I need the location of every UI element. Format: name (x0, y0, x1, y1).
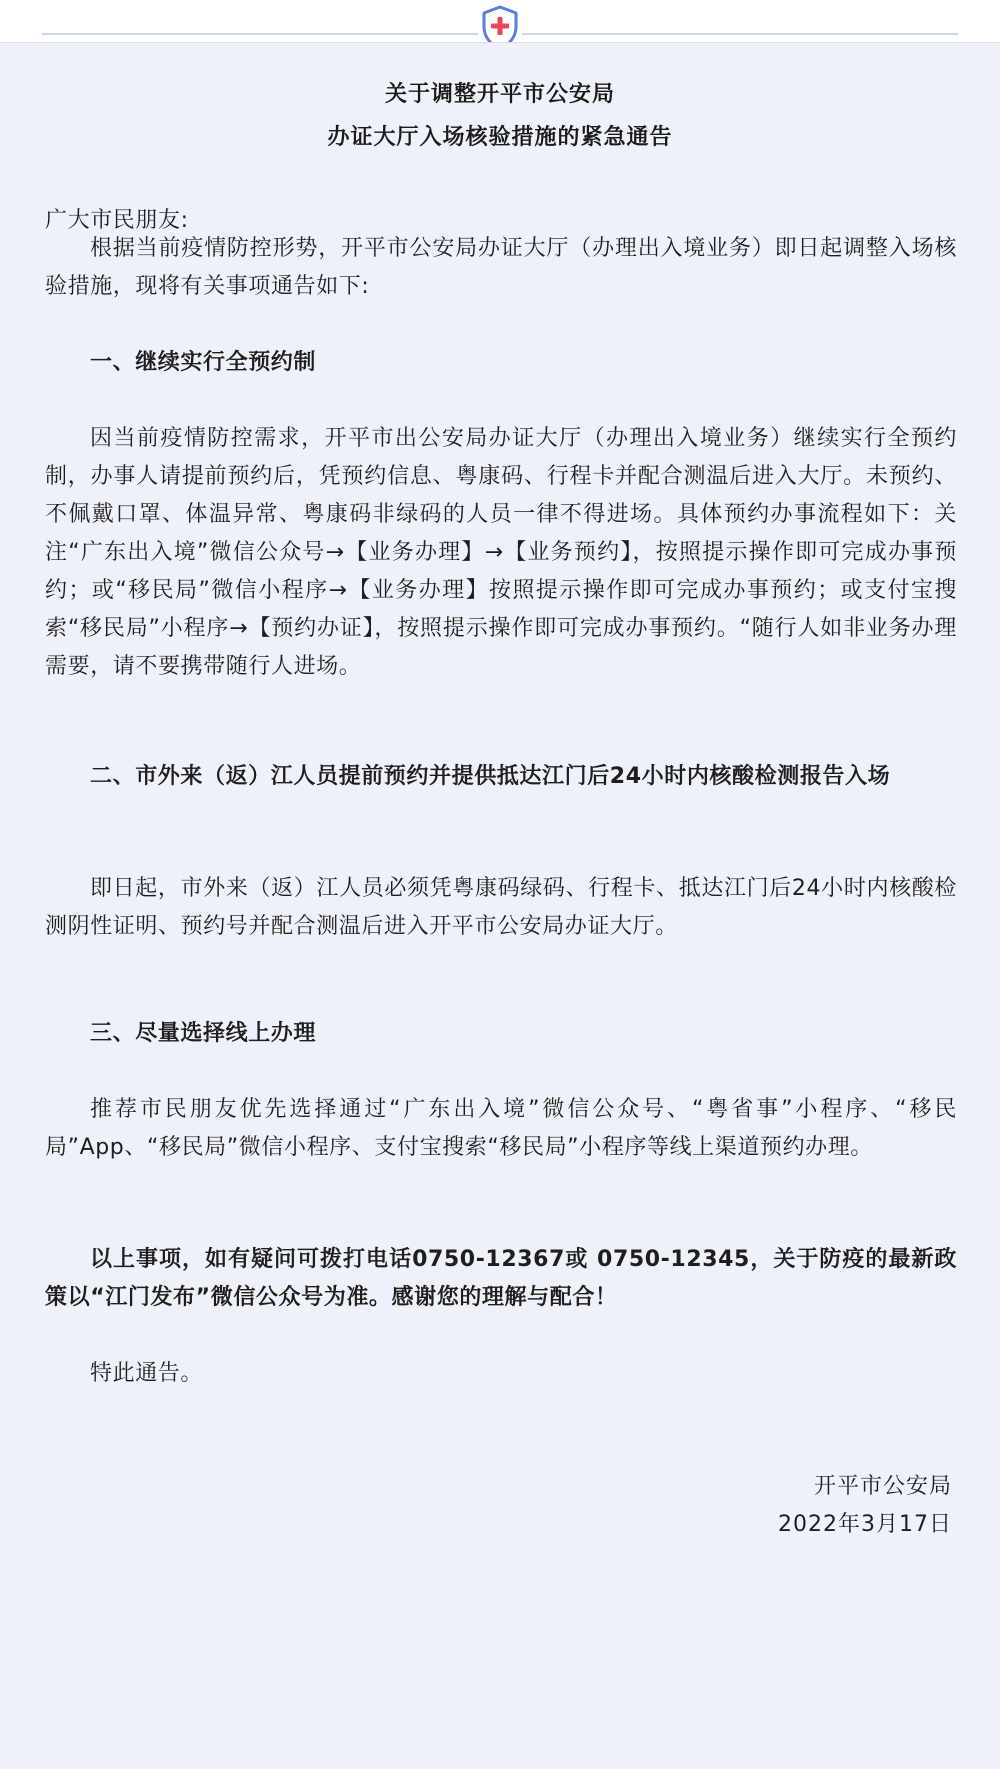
section-2-body: 即日起，市外来（返）江人员必须凭粤康码绿码、行程卡、抵达江门后24小时内核酸检测阴性证明、预约号并配合测温后进入开平市公安局办证大厅。 (45, 876, 957, 939)
title-line-1: 关于调整开平市公安局 (384, 82, 615, 107)
greeting: 广大市民朋友: (45, 208, 189, 233)
section-2-heading: 二、市外来（返）江人员提前预约并提供抵达江门后24小时内核酸检测报告入场 (90, 764, 891, 789)
contact-paragraph: 以上事项，如有疑问可拨打电话0750-12367或 0750-12345，关于防疫的最新政策以“江门发布”微信公众号为准。感谢您的理解与配合！ (45, 1247, 957, 1310)
section-3-body: 推荐市民朋友优先选择通过“广东出入境”微信公众号、“粤省事”小程序、“移民局”App、“移民局”微信小程序、支付宝搜索“移民局”小程序等线上渠道预约办理。 (45, 1097, 957, 1160)
section-1-heading: 一、继续实行全预约制 (90, 350, 317, 375)
signature-org: 开平市公安局 (813, 1474, 952, 1499)
closing-text: 特此通告。 (90, 1361, 204, 1386)
title-line-2: 办证大厅入场核验措施的紧急通告 (327, 125, 673, 150)
section-3-heading: 三、尽量选择线上办理 (90, 1021, 317, 1046)
signature-date: 2022年3月17日 (778, 1512, 952, 1537)
section-1-body: 因当前疫情防控需求，开平市出公安局办证大厅（办理出入境业务）继续实行全预约制，办事人请提前预约后，凭预约信息、粤康码、行程卡并配合测温后进入大厅。未预约、不佩戴口罩、体温异常、粤康码非绿码的人员一律不得进场。具体预约办事流程如下：关注“广东出入境”微信公众号→【业务办理】→【业务预约】，按照提示操作即可完成办事预约；或“移民局”微信小程序→【业务办理】按照提示操作即可完成办事预约；或支付宝搜索“移民局”小程序→【预约办证】，按照提示操作即可完成办事预约。“随行人如非业务办理需要，请不要携带随行人进场。 (45, 426, 957, 679)
intro-paragraph: 根据当前疫情防控形势，开平市公安局办证大厅（办理出入境业务）即日起调整入场核验措施，现将有关事项通告如下: (45, 236, 957, 299)
